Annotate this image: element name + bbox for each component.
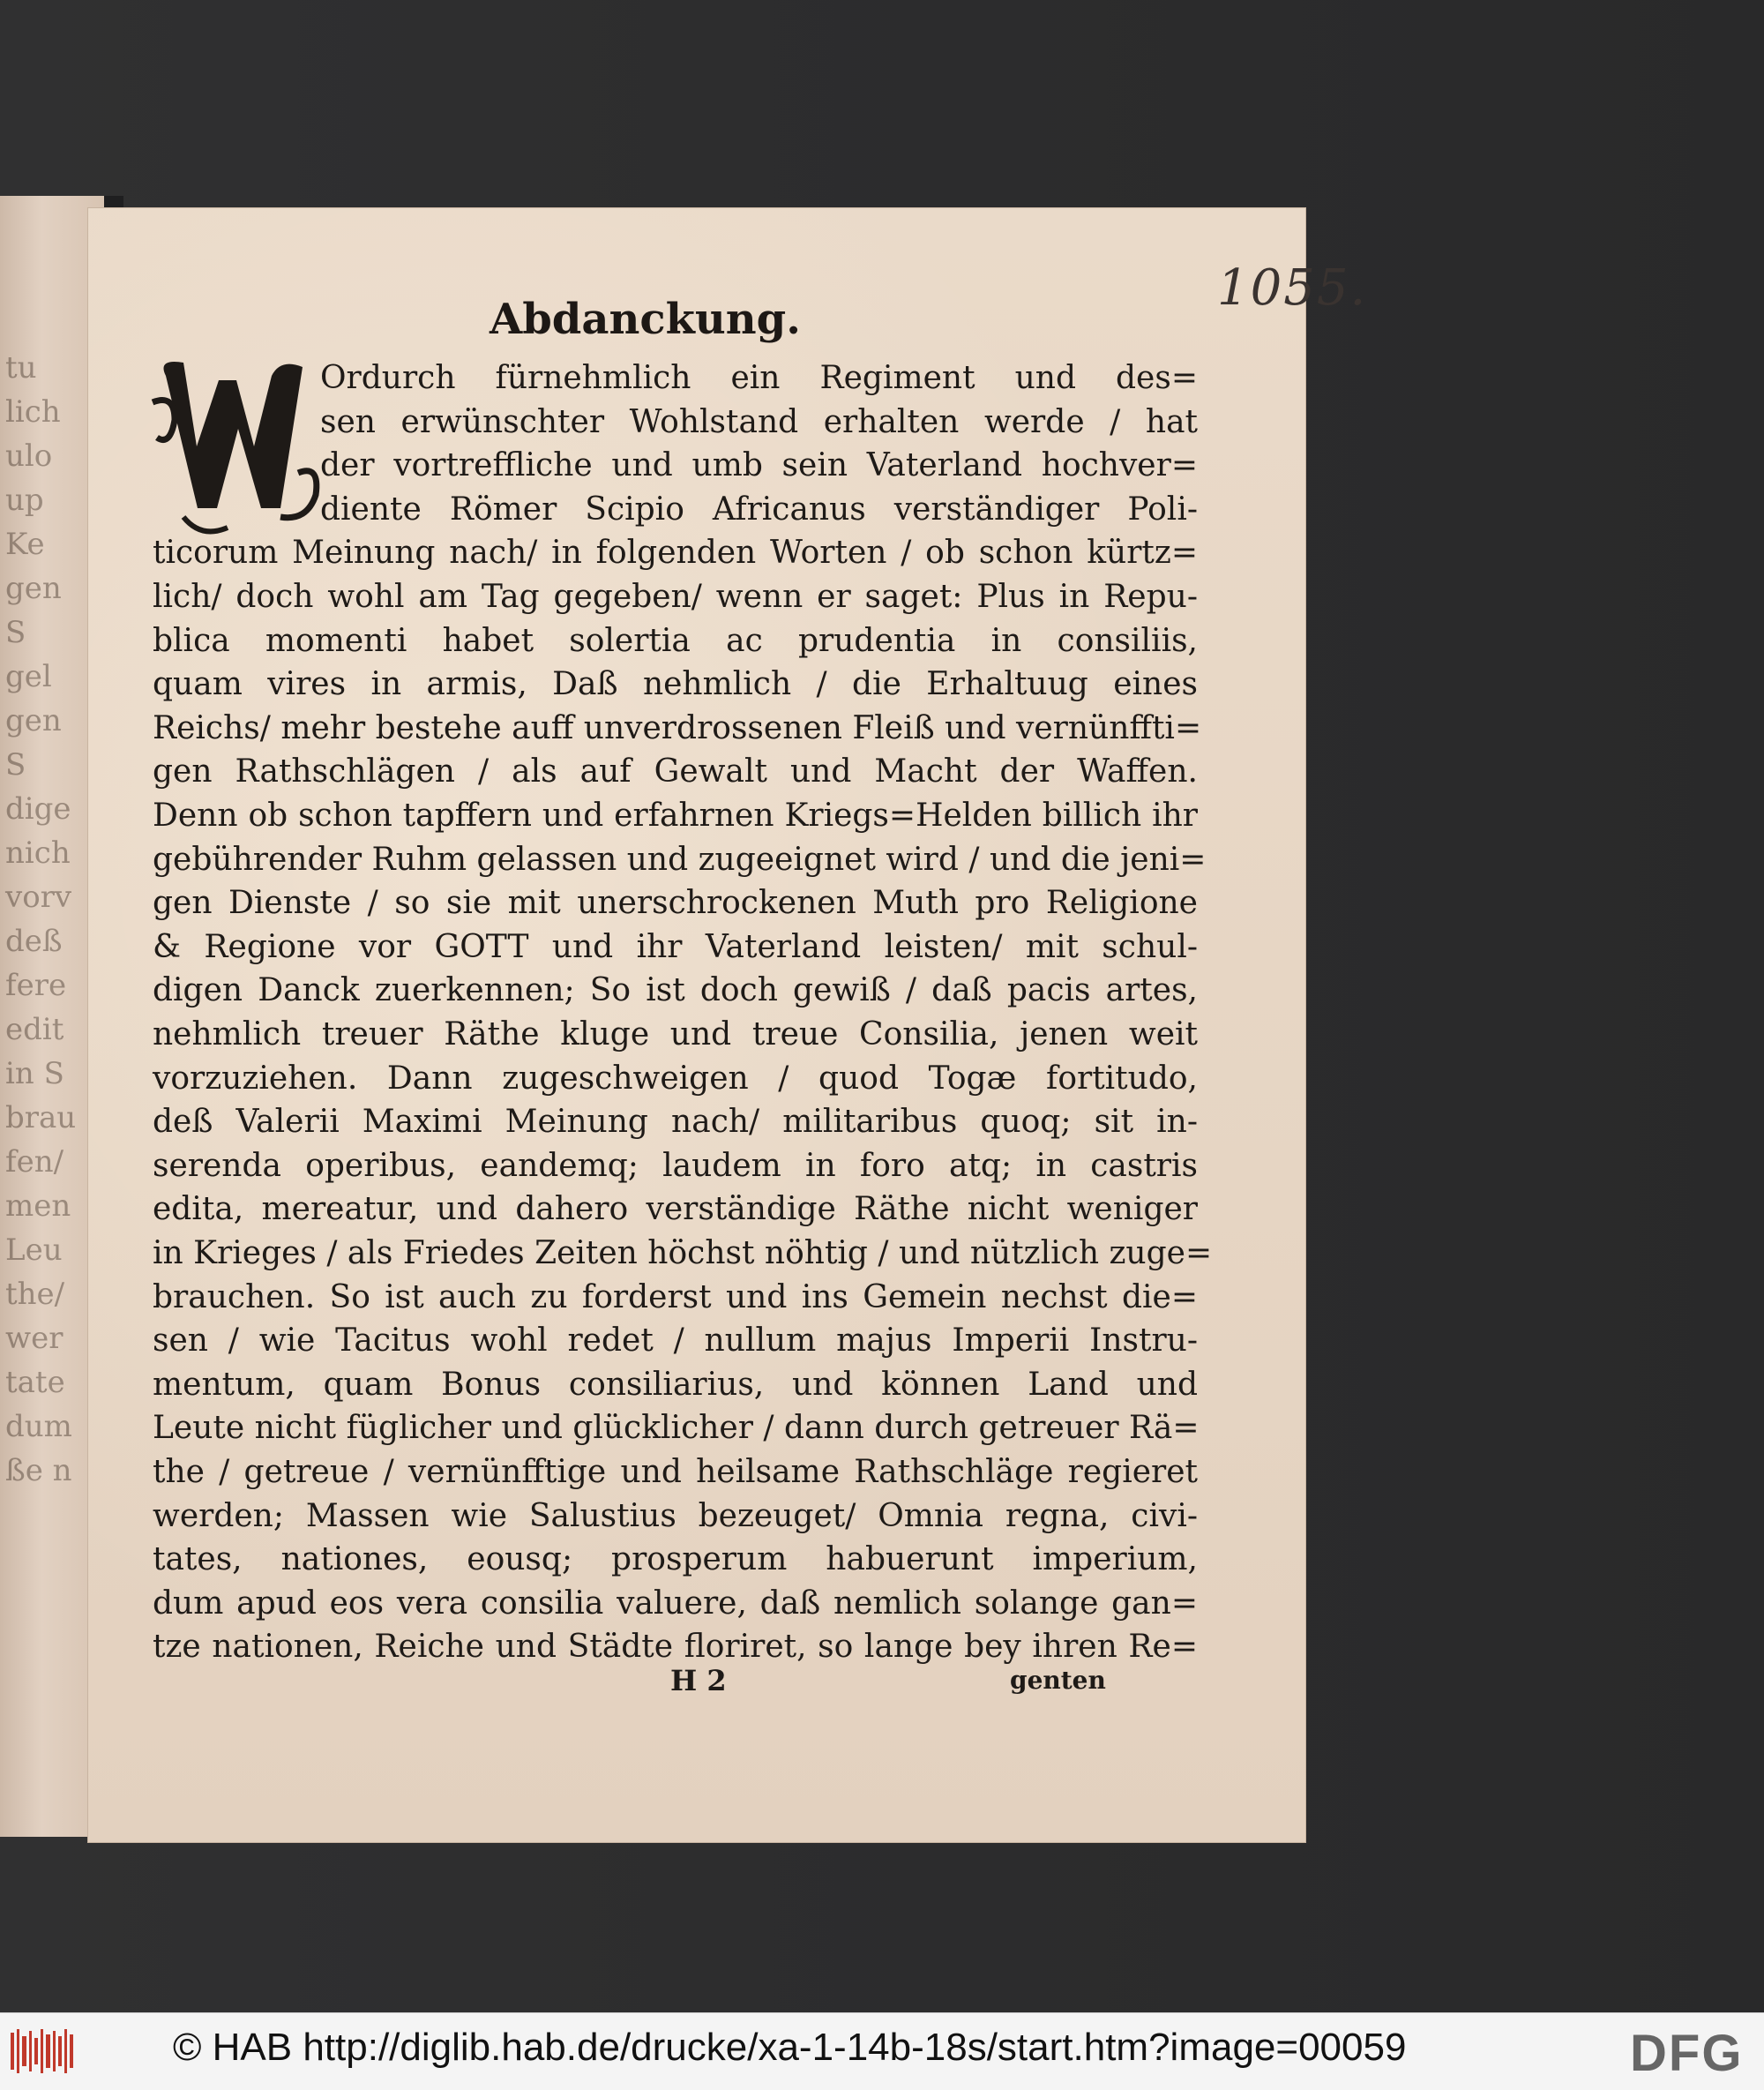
text-line: Reichs/ mehr bestehe auff unverdrossenen Fleiß und vernünffti= xyxy=(153,709,1202,746)
text-line: gen Rathschlägen / als auf Gewalt und Macht der Waffen. xyxy=(153,753,1198,790)
text-line: der vortreffliche und umb sein Vaterland hochver= xyxy=(320,447,1198,484)
text-line: the / getreue / vernünfftige und heilsame Rathschläge regieret xyxy=(153,1454,1198,1490)
text-line: lich/ doch wohl am Tag gegeben/ wenn er saget: Plus in Repu- xyxy=(153,579,1198,615)
text-line: Denn ob schon tapffern und erfahrnen Kriegs=Helden billich ihr xyxy=(153,798,1198,834)
text-line: nehmlich treuer Räthe kluge und treue Consilia, jenen weit xyxy=(153,1016,1198,1052)
text-line: werden; Massen wie Salustius bezeuget/ Omnia regna, civi- xyxy=(153,1497,1198,1534)
text-line: brauchen. So ist auch zu forderst und ins Gemein nechst die= xyxy=(153,1278,1198,1315)
text-line: quam vires in armis, Daß nehmlich / die Erhaltuug eines xyxy=(153,666,1198,703)
text-line: sen erwünschter Wohlstand erhalten werde / hat xyxy=(320,403,1198,440)
catchword: genten xyxy=(1010,1666,1106,1695)
text-line: diente Römer Scipio Africanus verständiger Poli- xyxy=(320,491,1198,528)
text-line: edita, mereatur, und dahero verständige Räthe nicht weniger xyxy=(153,1191,1198,1228)
text-line: vorzuziehen. Dann zugeschweigen / quod Togæ fortitudo, xyxy=(153,1060,1198,1097)
adjacent-page-text: tu lich ulo up Ke gen S gel gen S dige nich vorv deß fere edit in S brau fen/ men Leu the/ wer tate dum ße n xyxy=(5,350,77,1488)
footer-bar xyxy=(0,2012,1764,2090)
text-line: sen / wie Tacitus wohl redet / nullum majus Imperii Instru- xyxy=(153,1322,1198,1360)
text-line: deß Valerii Maximi Meinung nach/ militaribus quoq; sit in- xyxy=(153,1104,1198,1141)
signature-mark: H 2 xyxy=(670,1664,727,1697)
text-line: Ordurch fürnehmlich ein Regiment und des= xyxy=(320,360,1198,396)
scanned-page xyxy=(88,208,1368,1842)
text-line: gebührender Ruhm gelassen und zugeeignet wird / und die jeni= xyxy=(153,841,1207,878)
text-line: ticorum Meinung nach/ in folgenden Worten / ob schon kürtz= xyxy=(153,535,1198,572)
barcode-icon xyxy=(11,2029,74,2073)
text-line: digen Danck zuerkennen; So ist doch gewiß / daß pacis artes, xyxy=(153,972,1198,1009)
footer-source-link[interactable]: © HAB http://diglib.hab.de/drucke/xa-1-14b-18s/start.htm?image=00059 xyxy=(173,2026,1407,2069)
text-line: tze nationen, Reiche und Städte floriret, so lange bey ihren Re= xyxy=(153,1629,1198,1666)
text-line: serenda operibus, eandemq; laudem in foro atq; in castris xyxy=(153,1147,1198,1184)
text-line: & Regione vor GOTT und ihr Vaterland leisten/ mit schul- xyxy=(153,928,1198,965)
text-line: tates, nationes, eousq; prosperum habuerunt imperium, xyxy=(153,1541,1198,1578)
folio-number: 1055. xyxy=(1217,259,1368,317)
dfg-logo: DFG xyxy=(1630,2025,1744,2082)
text-line: in Krieges / als Friedes Zeiten höchst nöhtig / und nützlich zuge= xyxy=(153,1235,1213,1271)
text-line: gen Dienste / so sie mit unerschrockenen Muth pro Religione xyxy=(153,885,1198,922)
page-heading: Abdanckung. xyxy=(490,295,801,344)
decorated-initial-w xyxy=(148,341,325,543)
text-line: mentum, quam Bonus consiliarius, und können Land und xyxy=(153,1366,1198,1403)
text-line: Leute nicht füglicher und glücklicher / dann durch getreuer Rä= xyxy=(153,1410,1200,1447)
text-line: dum apud eos vera consilia valuere, daß nemlich solange gan= xyxy=(153,1584,1198,1622)
text-line: blica momenti habet solertia ac prudentia in consiliis, xyxy=(153,622,1198,659)
